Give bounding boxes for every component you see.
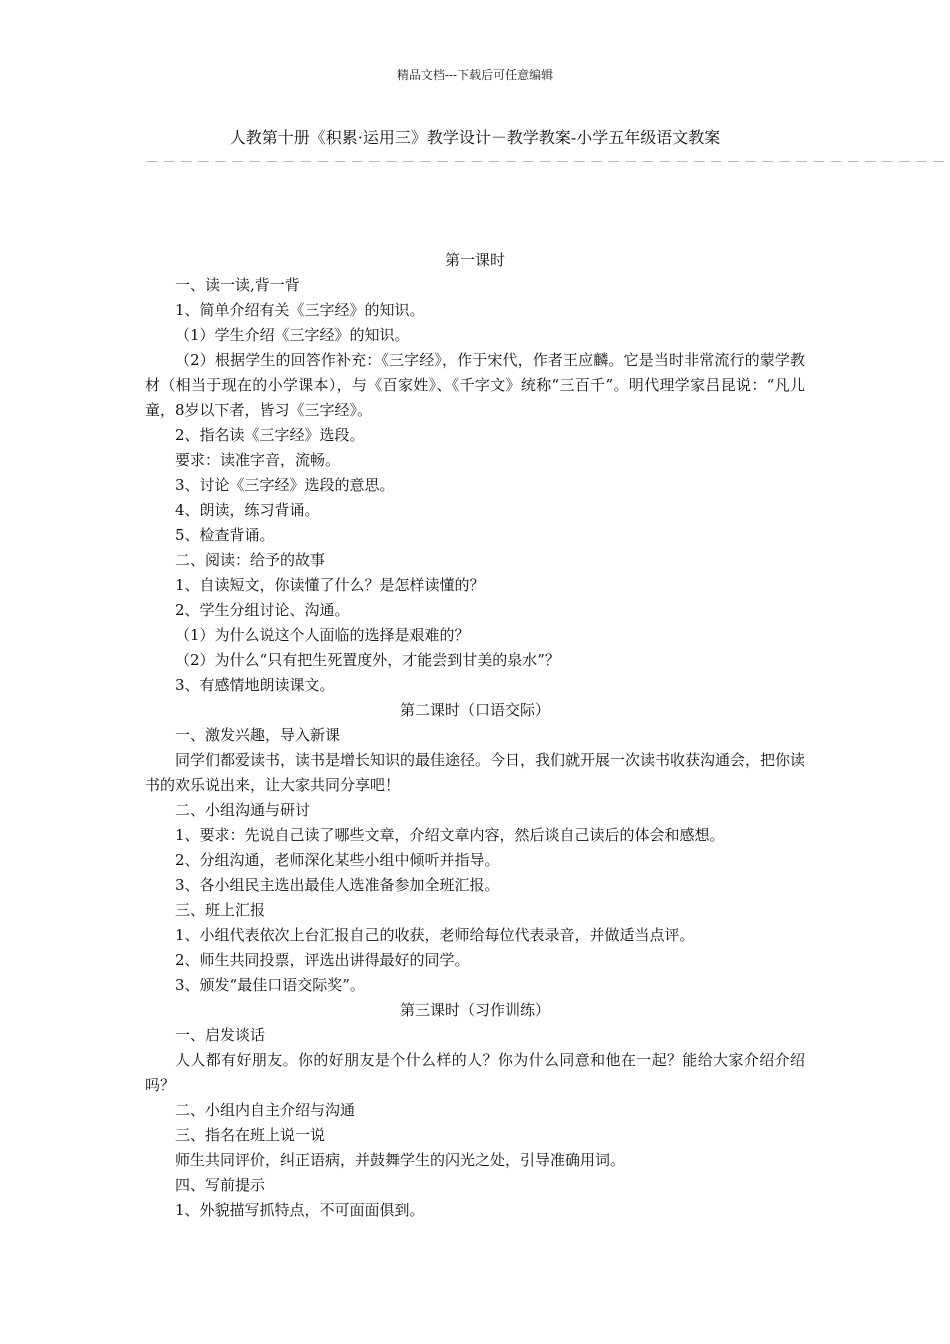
body-line: 一、读一读,背一背 (175, 276, 300, 294)
body-line: 人人都有好朋友。你的好朋友是个什么样的人？你为什么同意和他在一起？能给大家介绍介绍吗？ (145, 1051, 805, 1094)
body-line: 1、要求：先说自己读了哪些文章，介绍文章内容，然后谈自己读后的体会和感想。 (175, 826, 725, 844)
body-line: （1）学生介绍《三字经》的知识。 (175, 326, 410, 344)
body-line: 三、班上汇报 (175, 901, 266, 919)
body-line: 二、小组内自主介绍与沟通 (175, 1101, 356, 1119)
body-line: 1、简单介绍有关《三字经》的知识。 (175, 301, 425, 319)
body-line: 2、学生分组讨论、沟通。 (175, 601, 350, 619)
body-line: 二、小组沟通与研讨 (175, 801, 311, 819)
header-note: 精品文档---下载后可任意编辑 (396, 68, 554, 82)
document-title: 人教第十册《积累·运用三》教学设计－教学教案-小学五年级语文教案 (229, 128, 721, 147)
body-line: 3、有感情地朗读课文。 (175, 676, 335, 694)
body-line: 3、颁发“最佳口语交际奖”。 (175, 976, 365, 994)
body-line: 2、分组沟通，老师深化某些小组中倾听并指导。 (175, 851, 500, 869)
section-heading: 第三课时（习作训练） (399, 1001, 550, 1019)
body-line: 一、激发兴趣，导入新课 (175, 726, 341, 744)
body-line: 1、外貌描写抓特点，不可面面俱到。 (175, 1201, 425, 1219)
body-line: 师生共同评价，纠正语病，并鼓舞学生的闪光之处，引导准确用词。 (175, 1151, 626, 1169)
body-line: 四、写前提示 (175, 1176, 266, 1194)
title-divider: －－－－－－－－－－－－－－－－－－－－－－－－－－－－－－－－－－－－－－－－－－－－－－－ (145, 155, 949, 171)
body-line: 2、师生共同投票，评选出讲得最好的同学。 (175, 951, 470, 969)
body-line: 二、阅读：给予的故事 (175, 551, 326, 569)
body-line: 1、小组代表依次上台汇报自己的收获，老师给每位代表录音，并做适当点评。 (175, 926, 695, 944)
document-body (145, 248, 805, 1223)
body-line: （2）为什么“只有把生死置度外，才能尝到甘美的泉水”？ (175, 651, 560, 669)
body-line: 三、指名在班上说一说 (175, 1126, 326, 1144)
body-line: 一、启发谈话 (175, 1026, 266, 1044)
body-line: 1、自读短文，你读懂了什么？是怎样读懂的？ (175, 576, 485, 594)
body-line: 同学们都爱读书，读书是增长知识的最佳途径。今日，我们就开展一次读书收获沟通会，把你读书的欢乐说出来，让大家共同分享吧！ (145, 751, 806, 794)
section-heading: 第一课时 (444, 251, 505, 269)
body-line: （1）为什么说这个人面临的选择是艰难的？ (175, 626, 470, 644)
body-line: 2、指名读《三字经》选段。 (175, 426, 365, 444)
body-line: 3、各小组民主选出最佳人选准备参加全班汇报。 (175, 876, 500, 894)
body-line: （2）根据学生的回答作补充：《三字经》，作于宋代，作者王应麟。它是当时非常流行的蒙学教材（相当于现在的小学课本），与《百家姓》、《千字文》统称“三百千”。明代理学家吕昆说：“凡儿童，8岁以下者，皆习《三字经》。 (145, 351, 805, 419)
body-line: 5、检查背诵。 (175, 526, 275, 544)
body-line: 要求：读准字音，流畅。 (175, 451, 341, 469)
section-heading: 第二课时（口语交际） (399, 701, 550, 719)
body-line: 3、讨论《三字经》选段的意思。 (175, 476, 395, 494)
body-line: 4、朗读，练习背诵。 (175, 501, 320, 519)
